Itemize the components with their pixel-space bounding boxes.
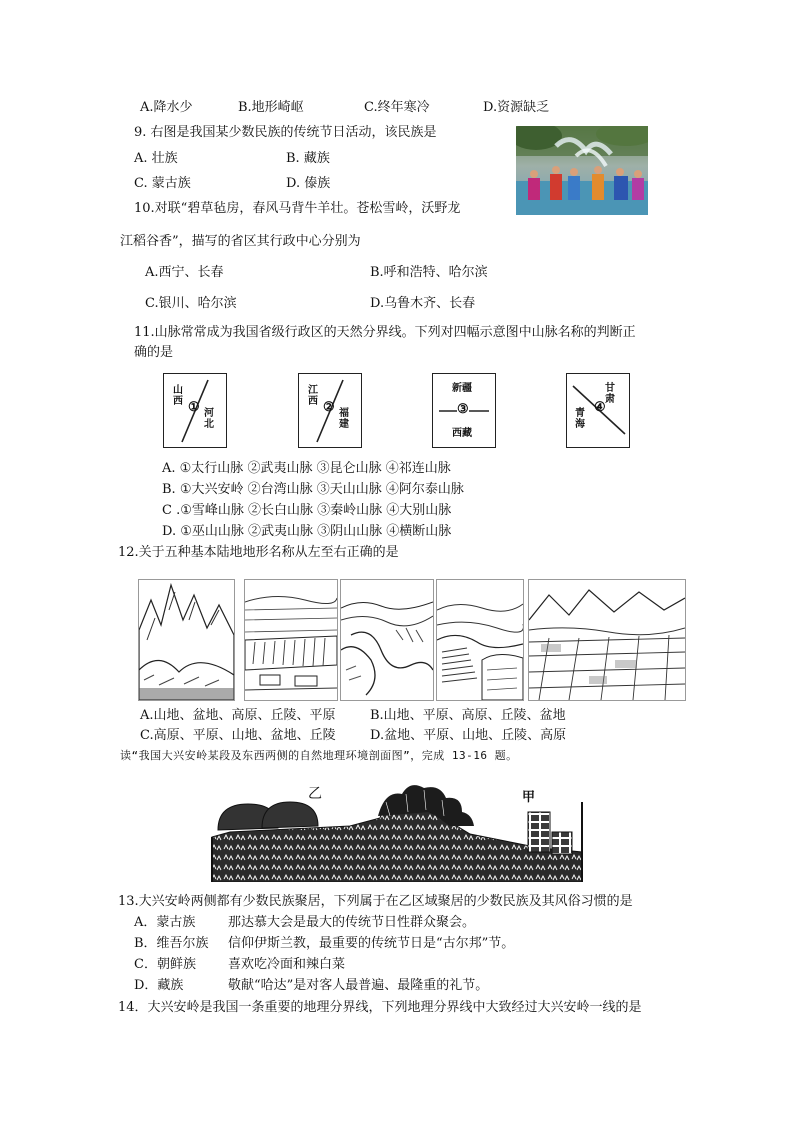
q9-stem: 9. 右图是我国某少数民族的传统节日活动，该民族是 (134, 125, 437, 140)
q8-option-c: C.终年寒冷 (364, 100, 430, 115)
q13-option-a-letter: A．蒙古族 (134, 915, 196, 930)
diagram-2-region-b: 福建 (339, 408, 349, 430)
q10-stem-line1: 10.对联“碧草毡房，春风马背牛羊壮。苍松雪岭，沃野龙 (134, 201, 461, 216)
q12-option-d: D.盆地、平原、山地、丘陵、高原 (370, 728, 567, 743)
q11-option-a: A. ①太行山脉 ②武夷山脉 ③昆仑山脉 ④祁连山脉 (162, 461, 451, 476)
diagram-3-region-a: 新疆 (452, 383, 472, 394)
profile-label-jia: 甲 (522, 790, 536, 805)
diagram-3-number: ③ (457, 402, 469, 417)
mountain-diagram-2 (298, 373, 362, 448)
mountain-diagram-3 (432, 373, 496, 448)
diagram-1-region-a: 山西 (173, 385, 183, 407)
q11-option-d: D. ①巫山山脉 ②武夷山脉 ③阴山山脉 ④横断山脉 (162, 524, 452, 539)
profile-diagram (210, 782, 584, 882)
q12-option-b: B.山地、平原、高原、丘陵、盆地 (370, 708, 566, 723)
q11-option-b: B. ①大兴安岭 ②台湾山脉 ③天山山脉 ④阿尔泰山脉 (162, 482, 464, 497)
diagram-2-region-a: 江西 (308, 385, 318, 407)
diagram-3-region-b: 西藏 (452, 428, 472, 439)
diagram-4-number: ④ (594, 400, 606, 415)
q10-stem-line2: 江稻谷香”，描写的省区其行政中心分别为 (120, 234, 361, 249)
q13-stem: 13.大兴安岭两侧都有少数民族聚居，下列属于在乙区域聚居的少数民族及其风俗习惯的是 (118, 894, 633, 909)
landform-sketch-5 (528, 579, 686, 701)
q10-option-b: B.呼和浩特、哈尔滨 (370, 265, 488, 280)
diagram-2-number: ② (323, 400, 335, 415)
q10-option-c: C.银川、哈尔滨 (145, 296, 237, 311)
q13-option-c-text: 喜欢吃冷面和辣白菜 (228, 957, 346, 972)
landform-sketch-4 (436, 579, 524, 701)
q13-option-d-text: 敬献“哈达”是对客人最普遍、最隆重的礼节。 (228, 978, 489, 993)
q13-option-a-text: 那达慕大会是最大的传统节日性群众聚会。 (228, 915, 476, 930)
q10-option-a: A.西宁、长春 (145, 265, 224, 280)
diagram-4-region-b: 青海 (575, 408, 585, 430)
q13-option-d-letter: D．藏族 (134, 978, 184, 993)
q12-option-a: A.山地、盆地、高原、丘陵、平原 (140, 708, 336, 723)
mountain-diagram-1 (163, 373, 227, 448)
q14-stem: 14．大兴安岭是我国一条重要的地理分界线，下列地理分界线中大致经过大兴安岭一线的是 (118, 1000, 642, 1015)
q12-stem: 12.关于五种基本陆地地形名称从左至右正确的是 (118, 545, 399, 560)
q8-option-d: D.资源缺乏 (483, 100, 550, 115)
q11-option-c: C .①雪峰山脉 ②长白山脉 ③秦岭山脉 ④大别山脉 (162, 503, 452, 518)
landform-sketch-2 (244, 579, 338, 701)
q13-option-b-text: 信仰伊斯兰教，最重要的传统节日是“古尔邦”节。 (228, 936, 515, 951)
q11-stem-line2: 确的是 (134, 345, 174, 360)
q12-option-c: C.高原、平原、山地、盆地、丘陵 (140, 728, 336, 743)
q9-option-d: D. 傣族 (286, 176, 331, 191)
q9-option-b: B. 藏族 (286, 151, 330, 166)
section-note: 读“我国大兴安岭某段及东西两侧的自然地理环境剖面图”，完成 13-16 题。 (120, 749, 518, 762)
mountain-diagram-4 (566, 373, 630, 448)
profile-label-yi: 乙 (308, 786, 322, 802)
q9-option-a: A. 壮族 (134, 151, 178, 166)
q13-option-c-letter: C．朝鲜族 (134, 957, 196, 972)
landform-sketch-1 (138, 579, 235, 701)
diagram-1-region-b: 河北 (204, 408, 214, 430)
diagram-4-region-a: 甘肃 (605, 383, 615, 405)
q10-option-d: D.乌鲁木齐、长春 (370, 296, 476, 311)
q13-option-b-letter: B．维吾尔族 (134, 936, 209, 951)
q11-stem-line1: 11.山脉常常成为我国省级行政区的天然分界线。下列对四幅示意图中山脉名称的判断正 (134, 325, 636, 340)
q9-option-c: C. 蒙古族 (134, 176, 191, 191)
q8-option-a: A.降水少 (140, 100, 193, 115)
q8-option-b: B.地形崎岖 (238, 100, 304, 115)
festival-photo (516, 126, 648, 215)
diagram-1-number: ① (188, 400, 200, 415)
landform-sketch-3 (340, 579, 434, 701)
